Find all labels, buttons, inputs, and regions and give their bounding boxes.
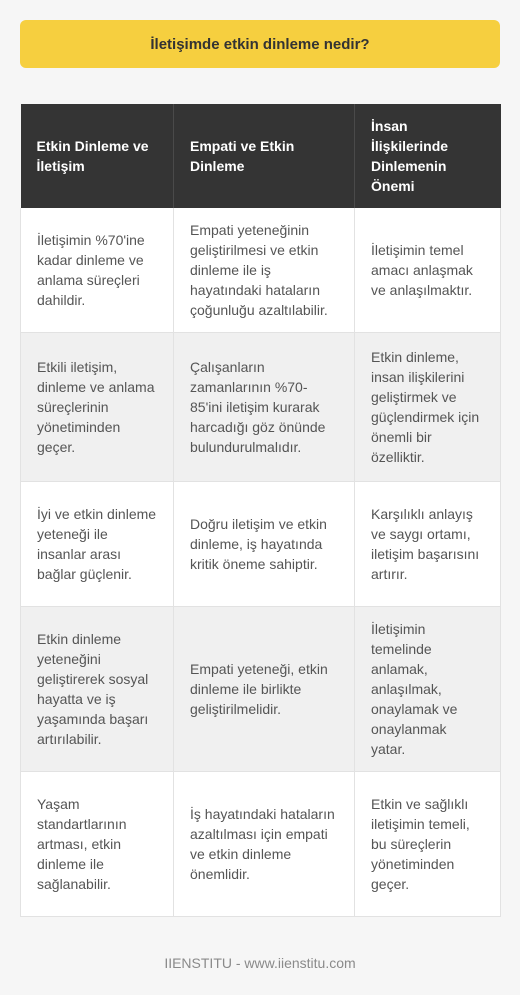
table-cell: İletişimin temelinde anlamak, anlaşılmak, onaylamak ve onaylanmak yatar. xyxy=(355,607,501,772)
table-cell: İş hayatındaki hataların azaltılması için empati ve etkin dinleme önemlidir. xyxy=(174,772,355,917)
column-header: Empati ve Etkin Dinleme xyxy=(174,104,355,208)
comparison-table xyxy=(20,104,501,917)
table-row xyxy=(21,208,501,333)
table-cell: Doğru iletişim ve etkin dinleme, iş hayatında kritik öneme sahiptir. xyxy=(174,482,355,607)
table-row xyxy=(21,482,501,607)
table-header-row xyxy=(21,104,501,208)
table-cell: Etkin ve sağlıklı iletişimin temeli, bu süreçlerin yönetiminden geçer. xyxy=(355,772,501,917)
table-row xyxy=(21,772,501,917)
table-cell: Çalışanların zamanlarının %70-85'ini iletişim kurarak harcadığı göz önünde bulundurulmalıdır. xyxy=(174,333,355,482)
footer-credit: IIENSTITU - www.iienstitu.com xyxy=(164,955,356,971)
table-cell: Karşılıklı anlayış ve saygı ortamı, iletişim başarısını artırır. xyxy=(355,482,501,607)
column-header: Etkin Dinleme ve İletişim xyxy=(21,104,174,208)
page-title: İletişimde etkin dinleme nedir? xyxy=(150,35,370,53)
table-cell: Etkili iletişim, dinleme ve anlama süreçlerinin yönetiminden geçer. xyxy=(21,333,174,482)
table-row xyxy=(21,333,501,482)
table-cell: Yaşam standartlarının artması, etkin dinleme ile sağlanabilir. xyxy=(21,772,174,917)
table-cell: Empati yeteneği, etkin dinleme ile birlikte geliştirilmelidir. xyxy=(174,607,355,772)
table-cell: İyi ve etkin dinleme yeteneği ile insanlar arası bağlar güçlenir. xyxy=(21,482,174,607)
table-cell: Empati yeteneğinin geliştirilmesi ve etkin dinleme ile iş hayatındaki hataların çoğunluğu azaltılabilir. xyxy=(174,208,355,333)
table-cell: Etkin dinleme yeteneğini geliştirerek sosyal hayatta ve iş yaşamında başarı artırılabilir. xyxy=(21,607,174,772)
column-header: İnsan İlişkilerinde Dinlemenin Önemi xyxy=(355,104,501,208)
table-cell: İletişimin temel amacı anlaşmak ve anlaşılmaktır. xyxy=(355,208,501,333)
table-cell: İletişimin %70'ine kadar dinleme ve anlama süreçleri dahildir. xyxy=(21,208,174,333)
title-banner xyxy=(20,20,500,68)
table-row xyxy=(21,607,501,772)
table-cell: Etkin dinleme, insan ilişkilerini geliştirmek ve güçlendirmek için önemli bir özelliktir. xyxy=(355,333,501,482)
